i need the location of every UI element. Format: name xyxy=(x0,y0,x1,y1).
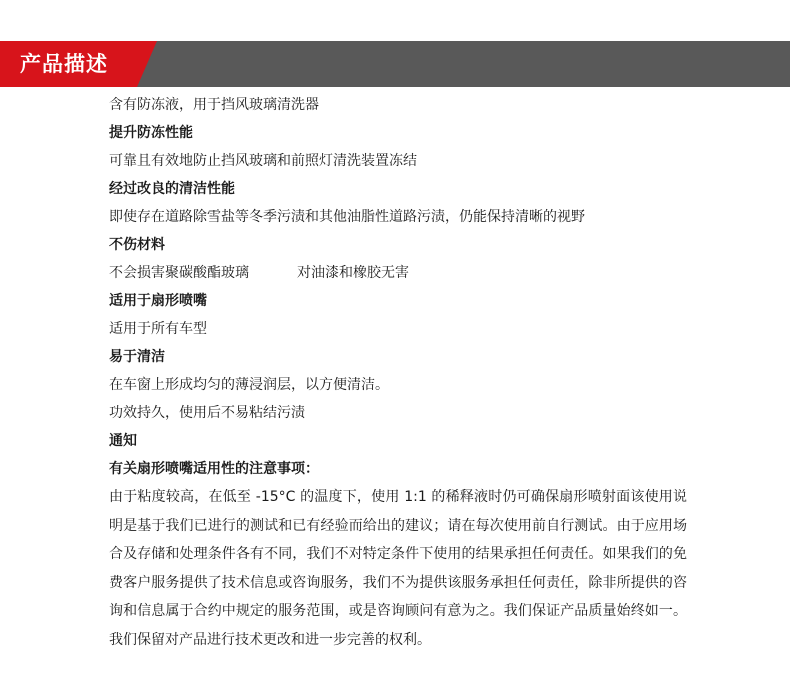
feature-heading: 易于清洁 xyxy=(109,349,165,365)
notice-paragraph: 由于粘度较高，在低至 -15°C 的温度下，使用 1:1 的稀释液时仍可确保扇形喷射面该使用说明是基于我们已进行的测试和已有经验而给出的建议；请在每次使用前自行测试。由于应用场合及存储和处理条件各有不同，我们不对特定条件下使用的结果承担任何责任。如果我们的免费客户服务提供了技术信息或咨询服务，我们不为提供该服务承担任何责任，除非所提供的咨询和信息属于合约中规定的服务范围，或是咨询顾问有意为之。我们保证产品质量始终如一。我们保留对产品进行技术更改和进一步完善的权利。 xyxy=(109,489,687,648)
section-header xyxy=(0,41,790,87)
text-line: 即使存在道路除雪盐等冬季污渍和其他油脂性道路污渍，仍能保持清晰的视野 xyxy=(109,209,585,225)
feature-heading: 不伤材料 xyxy=(109,237,165,253)
feature-heading: 通知 xyxy=(109,433,137,449)
text-line: 功效持久，使用后不易粘结污渍 xyxy=(109,405,305,421)
feature-heading: 经过改良的清洁性能 xyxy=(109,181,235,197)
feature-heading: 提升防冻性能 xyxy=(109,125,193,141)
text-item: 对油漆和橡胶无害 xyxy=(297,265,409,281)
text-line: 含有防冻液，用于挡风玻璃清洗器 xyxy=(109,97,319,113)
feature-heading: 有关扇形喷嘴适用性的注意事项： xyxy=(109,461,319,477)
section-title: 产品描述 xyxy=(20,52,108,76)
text-line-pair xyxy=(109,259,699,287)
text-item: 不会损害聚碳酸酯玻璃 xyxy=(109,265,249,281)
text-line: 可靠且有效地防止挡风玻璃和前照灯清洗装置冻结 xyxy=(109,153,417,169)
section-header-shape xyxy=(0,41,790,87)
text-line: 在车窗上形成均匀的薄浸润层，以方便清洁。 xyxy=(109,377,389,393)
text-line: 适用于所有车型 xyxy=(109,321,207,337)
product-description xyxy=(109,91,699,655)
feature-heading: 适用于扇形喷嘴 xyxy=(109,293,207,309)
